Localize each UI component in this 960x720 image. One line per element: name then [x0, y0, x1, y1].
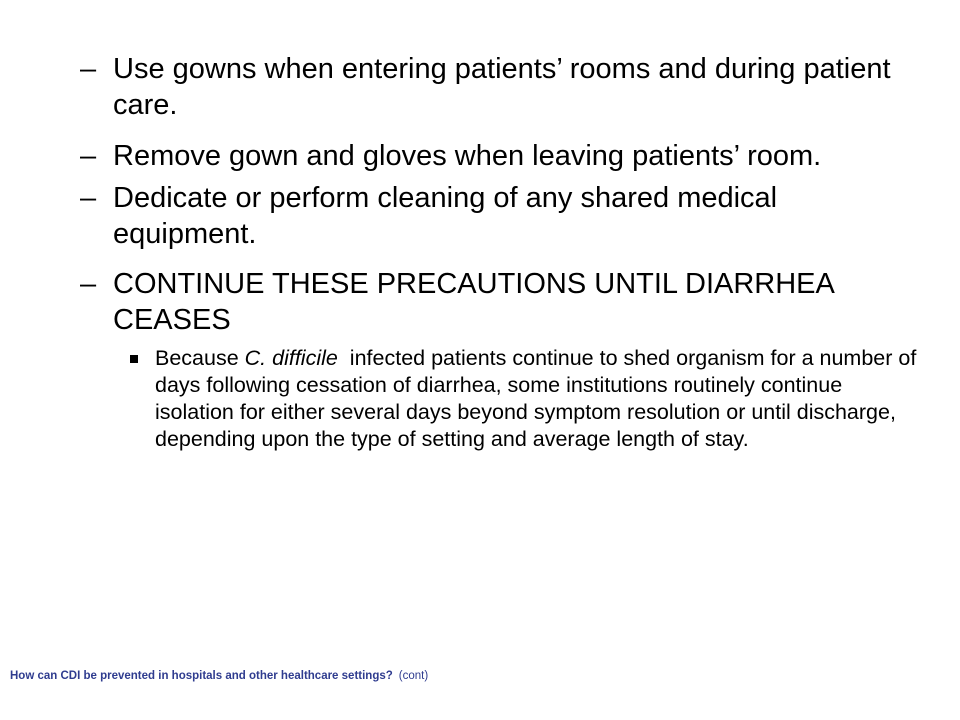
- bullet-text: Remove gown and gloves when leaving patients’ room.: [113, 140, 822, 172]
- dash-marker: –: [80, 182, 97, 214]
- bullet-text: Dedicate or perform cleaning of any shared medical equipment.: [113, 182, 778, 250]
- dash-marker: –: [80, 268, 97, 300]
- sub-bullet-text: [130, 345, 923, 453]
- bullet-item: [80, 266, 920, 338]
- bullet-text: CONTINUE THESE PRECAUTIONS UNTIL DIARRHEA CEASES: [113, 268, 834, 336]
- sub-bullet-prefix: Because: [155, 346, 245, 370]
- footer-cont: (cont): [398, 670, 429, 682]
- square-bullet-icon: [130, 355, 138, 363]
- slide-footer: [10, 670, 428, 682]
- dash-marker: –: [80, 53, 97, 85]
- bullet-text: Use gowns when entering patients’ rooms and during patient care.: [113, 53, 891, 121]
- dash-marker: –: [80, 140, 97, 172]
- bullet-item: [80, 138, 920, 174]
- footer-title: How can CDI be prevented in hospitals and other healthcare settings?: [10, 670, 393, 682]
- bullet-item: [80, 51, 920, 123]
- sub-bullet-item: [130, 345, 923, 453]
- organism-name: C. difficile: [244, 346, 338, 370]
- sub-bullet-rest: infected patients continue to shed organism for a number of days following cessation of diarrhea, some institutions routinely continue isolation for either several days beyond symptom resolution or until discharge, depending upon the type of setting and average length of stay.: [155, 346, 923, 451]
- bullet-item: [80, 180, 920, 252]
